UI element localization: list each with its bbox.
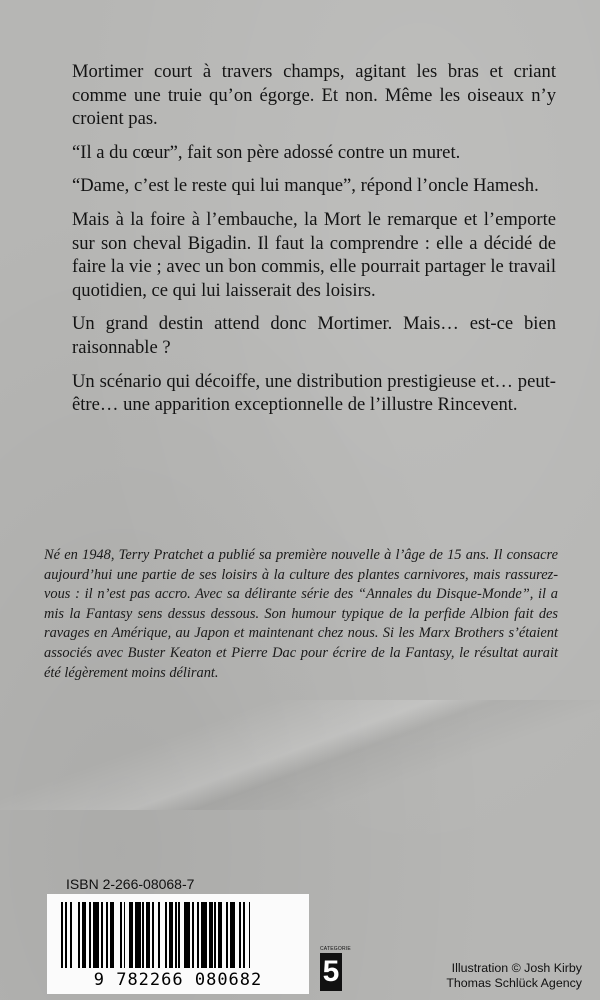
category-label: CATEGORIE	[320, 946, 351, 952]
blurb-paragraph-1: Mortimer court à travers champs, agitant les bras et criant comme une truie qu’on égorge. Et non. Même les oiseaux n’y croient pas.	[72, 61, 556, 130]
blurb-paragraph-2: “Il a du cœur”, fait son père adossé contre un muret.	[72, 141, 461, 163]
illustration-credit: Illustration © Josh Kirby	[451, 961, 582, 975]
credits	[446, 961, 582, 991]
barcode-bars	[61, 902, 293, 968]
barcode	[47, 894, 309, 994]
author-bio: Né en 1948, Terry Pratchet a publié sa première nouvelle à l’âge de 15 ans. Il consacre aujourd’hui une partie de ses loisirs à la culture des plantes carnivores, mais rassurez-vous : il n’est pas accro. Avec sa délirante série des “Annales du Disque-Monde”, il a mis la Fantasy sens dessus dessous. Son humour typique de la perfide Albion fait des ravages en Amérique, au Japon et maintenant chez nous. Si les Marx Brothers s’étaient associés avec Buster Keaton et Pierre Dac pour écrire de la Fantasy, le résultat aurait été légèrement moins délirant.	[44, 547, 558, 681]
blurb-paragraph-4: Mais à la foire à l’embauche, la Mort le remarque et l’emporte sur son cheval Bigadin. Il faut la comprendre : elle a décidé de faire la vie ; avec un bon commis, elle pourrait partager le travail quotidien, ce qui lui laisserait des loisirs.	[72, 208, 556, 301]
agency-credit: Thomas Schlück Agency	[446, 976, 582, 990]
isbn-number: ISBN 2-266-08068-7	[66, 876, 195, 892]
category-number: 5	[320, 953, 342, 991]
blurb-paragraph-5: Un grand destin attend donc Mortimer. Mais… est-ce bien raisonnable ?	[72, 313, 556, 358]
blurb-paragraph-3: “Dame, c’est le reste qui lui manque”, répond l’oncle Hamesh.	[72, 175, 539, 197]
barcode-bar	[250, 902, 252, 968]
paper-crease	[0, 700, 600, 810]
category-badge	[320, 946, 351, 996]
blurb-paragraph-6: Un scénario qui décoiffe, une distribution prestigieuse et… peut-être… une apparition exceptionnelle de l’illustre Rincevent.	[72, 370, 556, 416]
blurb-text	[72, 60, 556, 427]
barcode-digits: 9 782266 080682	[93, 970, 263, 990]
